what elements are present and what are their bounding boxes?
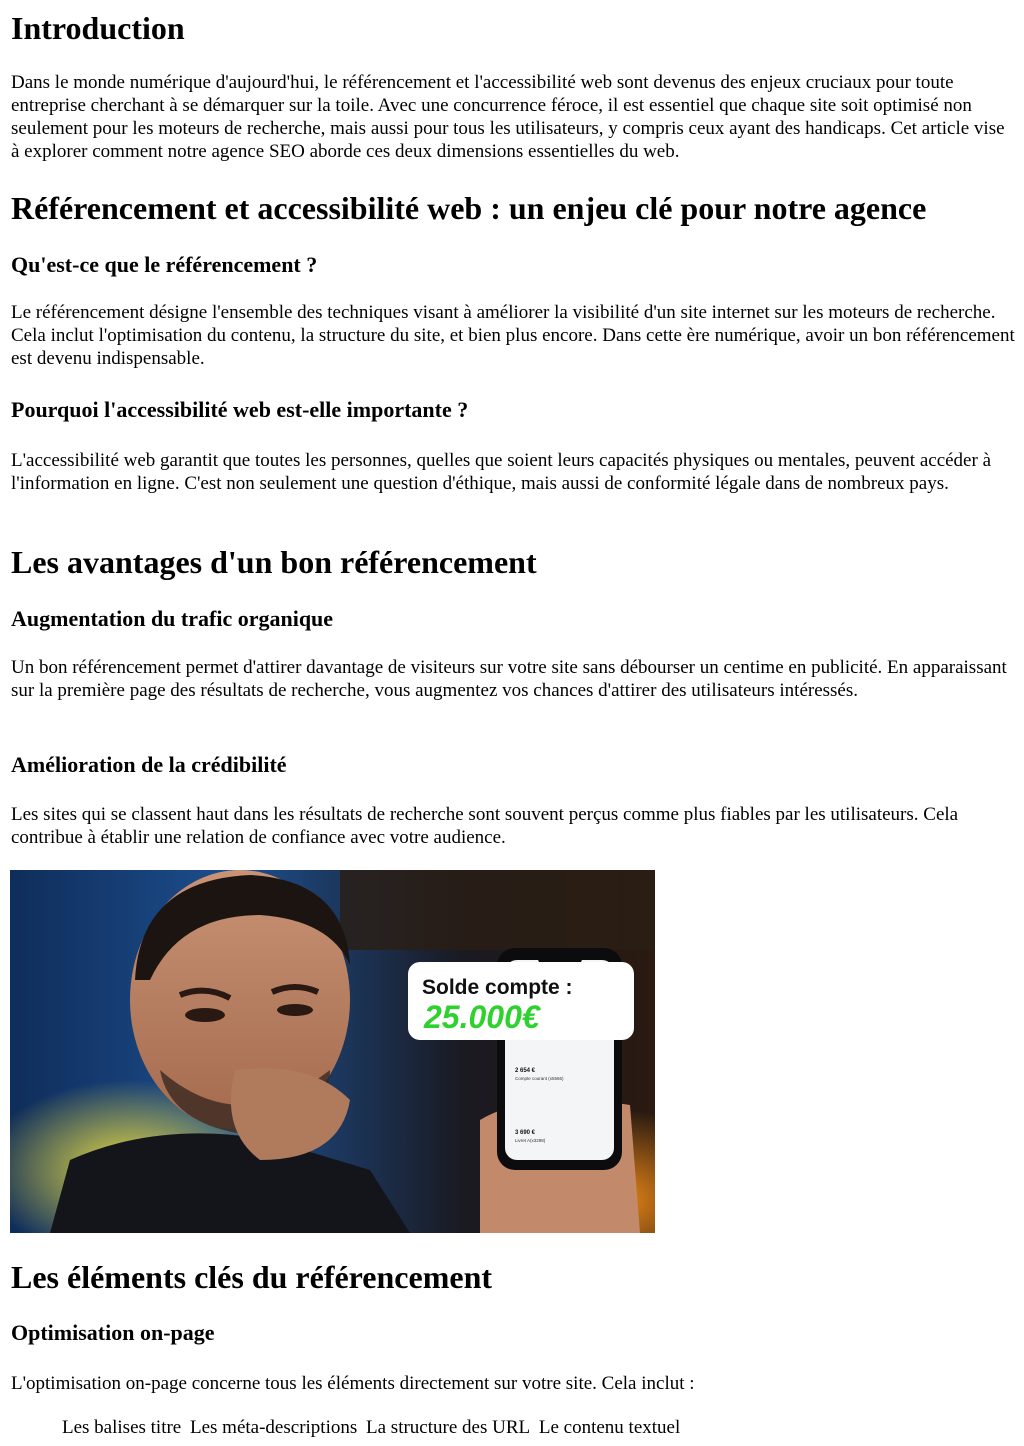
- phone-label-2: Livret A(x3298): [515, 1138, 546, 1143]
- phone-amount-1: 2 654 €: [515, 1068, 536, 1074]
- list-item: Les balises titre: [62, 1417, 182, 1438]
- heading-why-accessibility: Pourquoi l'accessibilité web est-elle importante ?: [11, 397, 469, 422]
- paragraph-why-accessibility: L'accessibilité web garantit que toutes les personnes, quelles que soient leurs capacités physiques ou mentales, peuvent accéder à l'information en ligne. C'est non seulement une question d'éthique, mais aussi de conformité légale dans de nombreux pays.: [11, 450, 992, 494]
- paragraph-organic-traffic: Un bon référencement permet d'attirer davantage de visiteurs sur votre site sans débourser un centime en publicité. En apparaissant sur la première page des résultats de recherche, vous augmentez vos chances d'attirer des utilisateurs intéressés.: [11, 657, 1007, 701]
- heading-referencement-accessibilite: Référencement et accessibilité web : un enjeu clé pour notre agence: [11, 190, 927, 226]
- list-item: Le contenu textuel: [538, 1417, 681, 1438]
- heading-onpage: Optimisation on-page: [11, 1320, 215, 1345]
- badge-line2: 25.000€: [424, 999, 540, 1035]
- phone-amount-2: 3 690 €: [515, 1130, 536, 1136]
- onpage-list: [62, 1416, 684, 1439]
- paragraph-credibility: Les sites qui se classent haut dans les résultats de recherche sont souvent perçus comme plus fiables par les utilisateurs. Cela contribue à établir une relation de confiance avec votre audience.: [11, 804, 959, 848]
- list-item: La structure des URL: [366, 1417, 531, 1438]
- phone-label-1: Compte courant (x5566): [515, 1076, 564, 1081]
- hero-illustration: [10, 870, 655, 1233]
- paragraph-onpage: L'optimisation on-page concerne tous les éléments directement sur votre site. Cela inclut :: [11, 1373, 695, 1394]
- paragraph-what-is-seo: Le référencement désigne l'ensemble des techniques visant à améliorer la visibilité d'un site internet sur les moteurs de recherche. Cela inclut l'optimisation du contenu, la structure du site, et bien plus encore. Dans cette ère numérique, avoir un bon référencement est devenu indispensable.: [11, 302, 1015, 369]
- heading-credibility: Amélioration de la crédibilité: [11, 752, 287, 777]
- heading-introduction: Introduction: [11, 10, 185, 46]
- heading-key-elements: Les éléments clés du référencement: [11, 1259, 493, 1295]
- heading-advantages: Les avantages d'un bon référencement: [11, 544, 537, 580]
- badge-line1: Solde compte :: [422, 976, 573, 999]
- hero-image: [10, 870, 655, 1233]
- heading-what-is-seo: Qu'est-ce que le référencement ?: [11, 252, 318, 277]
- heading-organic-traffic: Augmentation du trafic organique: [11, 606, 334, 631]
- paragraph-introduction: Dans le monde numérique d'aujourd'hui, le référencement et l'accessibilité web sont devenus des enjeux cruciaux pour toute entreprise cherchant à se démarquer sur la toile. Avec une concurrence féroce, il est essentiel que chaque site soit optimisé non seulement pour les moteurs de recherche, mais aussi pour tous les utilisateurs, y compris ceux ayant des handicaps. Cet article vise à explorer comment notre agence SEO aborde ces deux dimensions essentielles du web.: [11, 72, 1005, 162]
- list-item: Les méta-descriptions: [190, 1417, 358, 1438]
